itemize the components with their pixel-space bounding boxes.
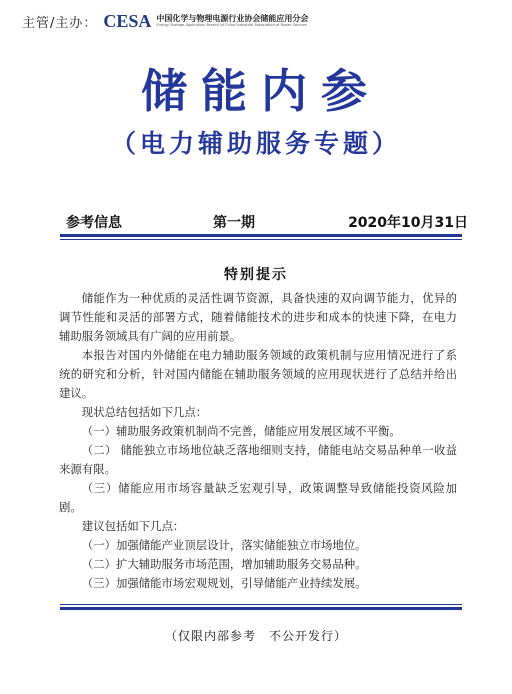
status-item-2: （二） 储能独立市场地位缺乏落地细则支持，储能电站交易品种单一收益来源有限。 [59, 443, 457, 476]
paragraph-report-scope: 本报告对国内外储能在电力辅助服务领域的政策机制与应用情况进行了系统的研究和分析，针对国内储能在辅助服务领域的应用现状进行了总结并给出建议。 [59, 348, 457, 400]
publication-title: 储能内参 [141, 64, 381, 118]
issue-type: 参考信息 [66, 215, 122, 231]
paragraph-intro: 储能作为一种优质的灵活性调节资源，具备快速的双向调节能力，优异的调节性能和灵活的部署方式，随着储能技术的进步和成本的快速下降，在电力辅助服务领域具有广阔的应用前景。 [59, 291, 457, 343]
logo-mark: CESA [103, 10, 152, 31]
top-divider-thick [60, 234, 462, 237]
cesa-logo [103, 11, 308, 32]
issue-info-row [66, 212, 468, 230]
suggestion-item-1: （一）加强储能产业顶层设计，落实储能独立市场地位。 [81, 538, 367, 552]
distribution-note: （仅限内部参考 不公开发行） [164, 629, 347, 643]
bottom-divider-thick [60, 607, 462, 610]
status-item-1: （一）辅助服务政策机制尚不完善，储能应用发展区域不平衡。 [81, 424, 401, 438]
publication-subtitle: （电力辅助服务专题） [110, 129, 401, 158]
suggestion-item-2: （二）扩大辅助服务市场范围，增加辅助服务交易品种。 [81, 557, 367, 571]
logo-text [156, 15, 308, 28]
issue-date: 2020年10月31日 [348, 215, 468, 231]
issue-number: 第一期 [213, 215, 255, 231]
suggestion-item-3: （三）加强储能市场宏观规划，引导储能产业持续发展。 [81, 576, 367, 590]
top-divider-thin [60, 239, 462, 240]
sponsor-row [22, 9, 308, 33]
section-heading: 特别提示 [224, 267, 288, 283]
sponsor-label: 主管/主办： [22, 15, 98, 31]
body-content [59, 289, 457, 593]
bottom-divider-thin [60, 604, 462, 605]
paragraph-status-heading: 现状总结包括如下几点： [81, 405, 208, 419]
paragraph-suggestion-heading: 建议包括如下几点： [81, 519, 185, 533]
status-item-3: （三）储能应用市场容量缺乏宏观引导，政策调整导致储能投资风险加剧。 [59, 481, 457, 514]
logo-organization-en: Energy Storage Application Branch of China Industrial Association of Power Sources [156, 22, 307, 27]
logo-organization-cn: 中国化学与物理电源行业协会储能应用分会 [156, 13, 309, 23]
